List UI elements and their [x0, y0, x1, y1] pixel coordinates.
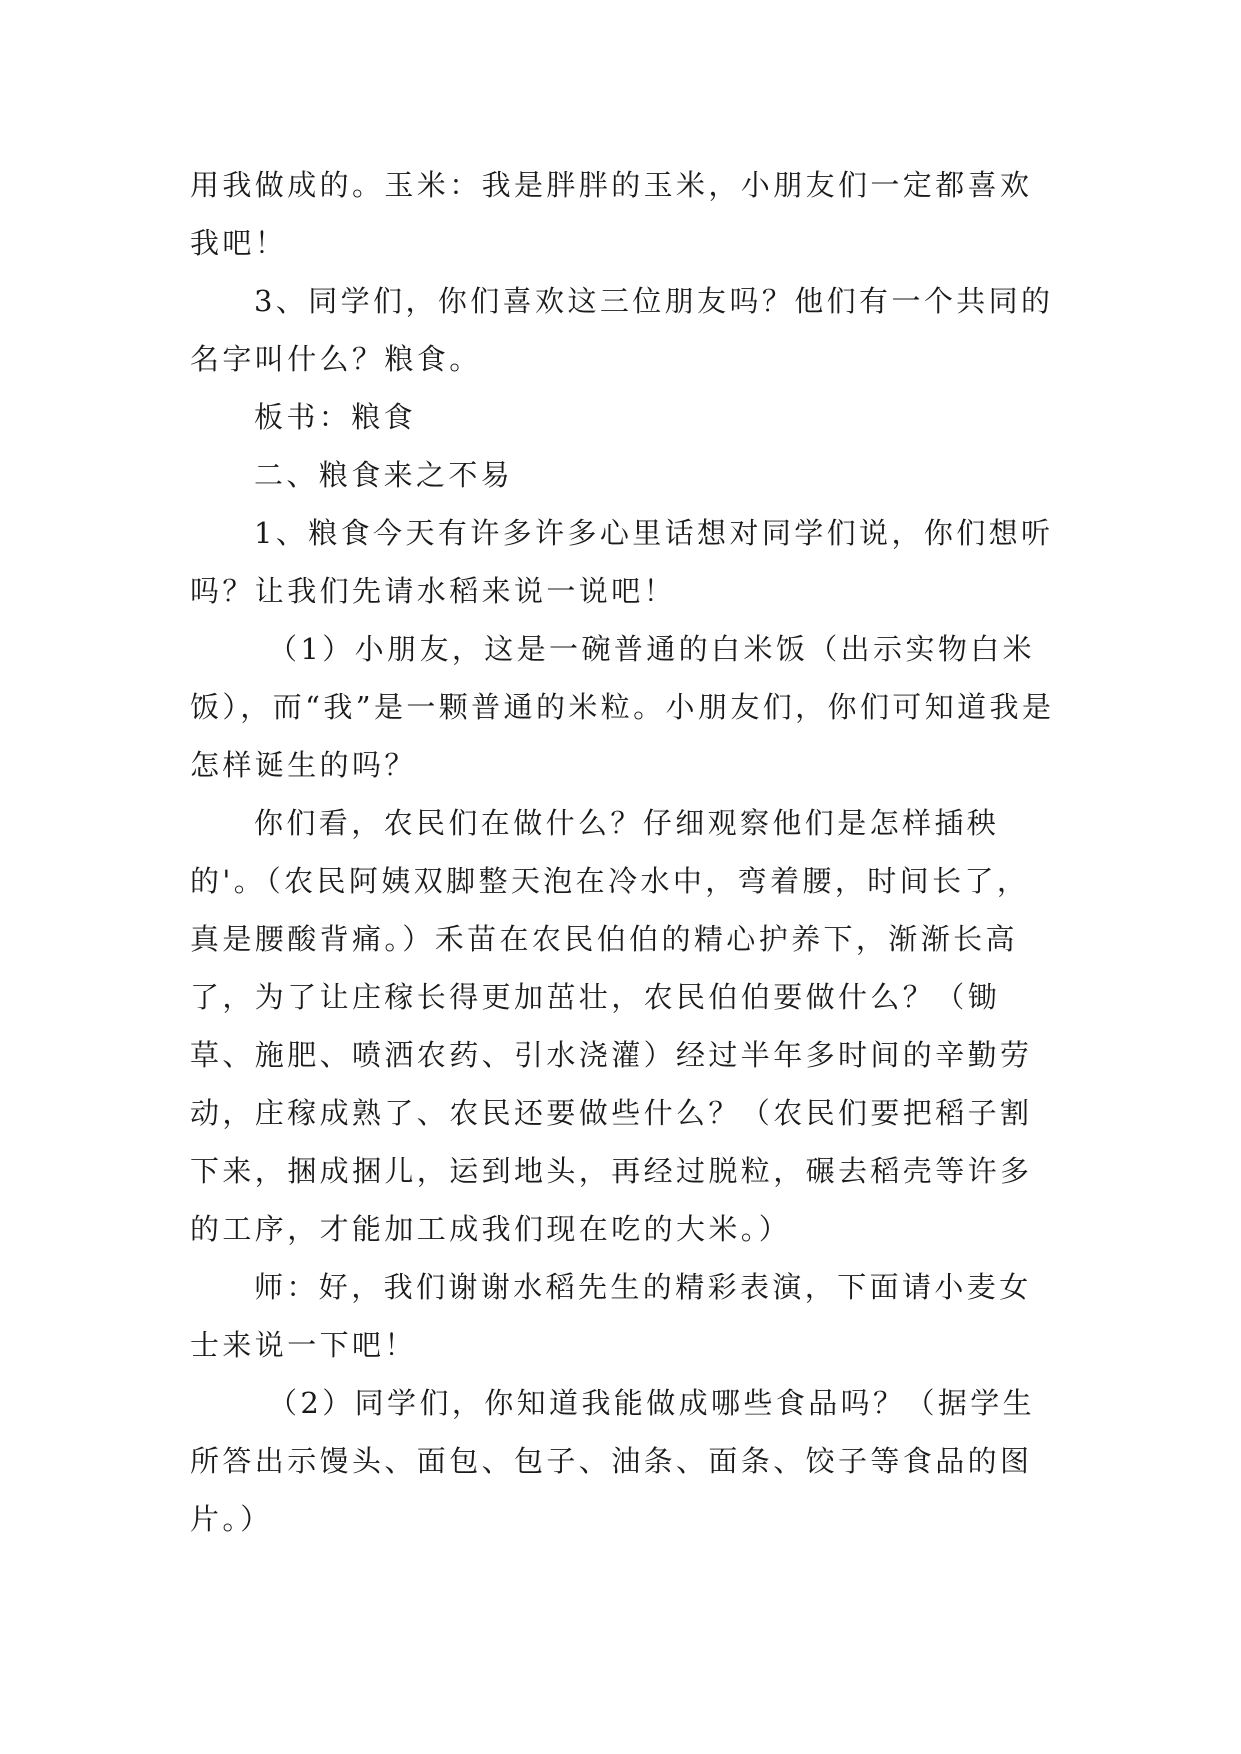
paragraph-question-3: 3、同学们，你们喜欢这三位朋友吗？他们有一个共同的名字叫什么？粮食。 [190, 284, 1054, 376]
paragraph-item-1: 1、粮食今天有许多许多心里话想对同学们说，你们想听吗？让我们先请水稻来说一说吧！ [190, 516, 1054, 608]
paragraph-subitem-1: （1）小朋友，这是一碗普通的白米饭（出示实物白米饭），而“我”是一颗普通的米粒。小朋友们，你们可知道我是怎样诞生的吗？ [190, 632, 1055, 782]
paragraph-continuation: 用我做成的。玉米：我是胖胖的玉米，小朋友们一定都喜欢我吧！ [190, 168, 1033, 260]
paragraph-subitem-2: （2）同学们，你知道我能做成哪些食品吗？（据学生所答出示馒头、面包、包子、油条、面条、饺子等食品的图片。） [190, 1386, 1036, 1536]
paragraph-board-writing: 板书：粮食 [254, 400, 417, 434]
document-body [190, 156, 1060, 1548]
paragraph-farming: 你们看，农民们在做什么？仔细观察他们是怎样插秧的'。（农民阿姨双脚整天泡在冷水中，弯着腰，时间长了，真是腰酸背痛。）禾苗在农民伯伯的精心护养下，渐渐长高了，为了让庄稼长得更加茁壮，农民伯伯要做什么？（锄草、施肥、喷洒农药、引水浇灌）经过半年多时间的辛勤劳动，庄稼成熟了、农民还要做些什么？（农民们要把稻子割下来，捆成捆儿，运到地头，再经过脱粒，碾去稻壳等许多的工序，才能加工成我们现在吃的大米。） [190, 806, 1033, 1246]
paragraph-teacher: 师：好，我们谢谢水稻先生的精彩表演，下面请小麦女士来说一下吧！ [190, 1270, 1032, 1362]
section-heading-2: 二、粮食来之不易 [254, 458, 514, 492]
